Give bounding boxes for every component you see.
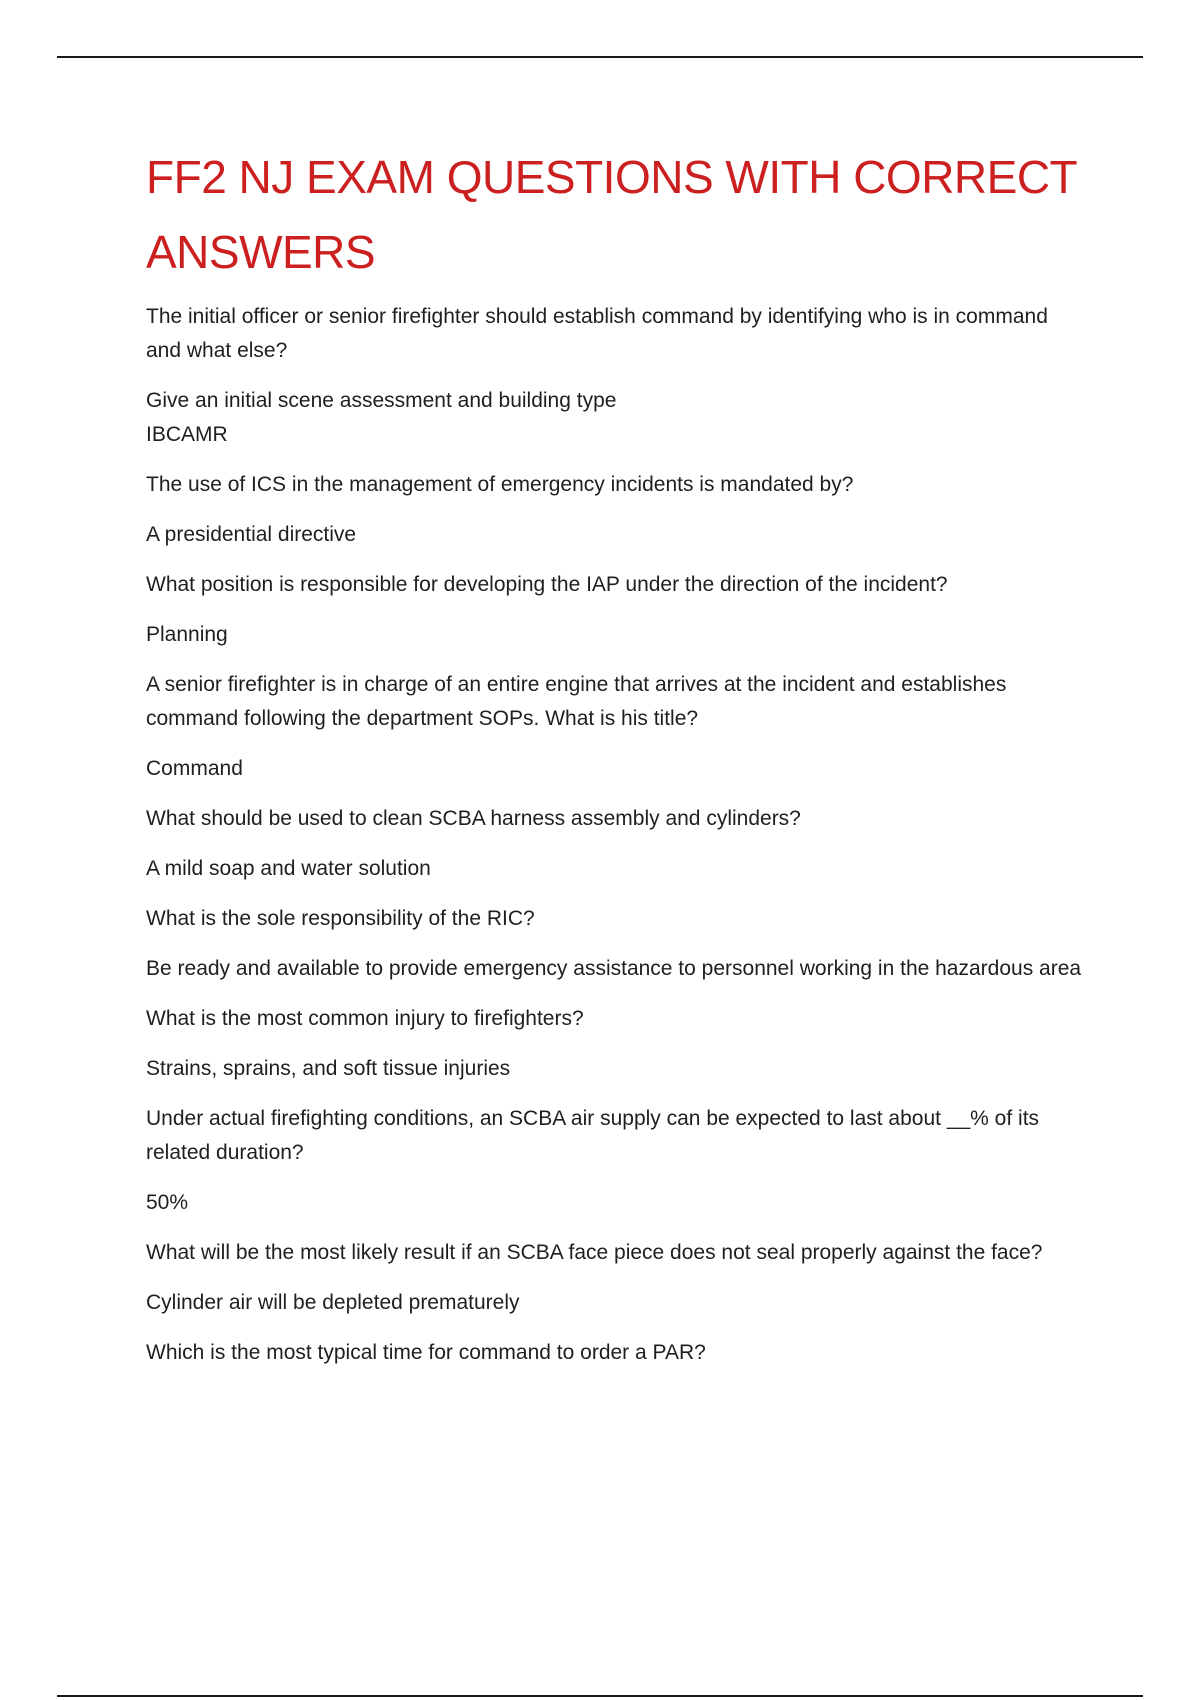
answer-text: Be ready and available to provide emergency assistance to personnel working in the hazardous area: [146, 957, 1082, 980]
question-text: Under actual firefighting conditions, an SCBA air supply can be expected to last about __% of its related duration?: [146, 1107, 1040, 1164]
answer-text: A presidential directive: [146, 523, 357, 546]
answer-text: Cylinder air will be depleted prematurely: [146, 1291, 520, 1314]
bottom-rule: [57, 1695, 1143, 1697]
question-text: What position is responsible for developing the IAP under the direction of the incident?: [146, 573, 948, 596]
answer-text: A mild soap and water solution: [146, 857, 431, 880]
question-text: What is the most common injury to firefighters?: [146, 1007, 584, 1030]
question-text: The initial officer or senior firefighter should establish command by identifying who is in command and what else?: [146, 305, 1048, 362]
document-title: FF2 NJ EXAM QUESTIONS WITH CORRECT ANSWERS: [146, 151, 1077, 278]
answer-text: Planning: [146, 623, 228, 646]
question-text: What should be used to clean SCBA harness assembly and cylinders?: [146, 807, 801, 830]
question-text: A senior firefighter is in charge of an entire engine that arrives at the incident and establishes command following the department SOPs. What is his title?: [146, 673, 1007, 730]
question-text: What is the sole responsibility of the RIC?: [146, 907, 535, 930]
page-content: [146, 140, 1086, 1386]
answer-text: Strains, sprains, and soft tissue injuries: [146, 1057, 511, 1080]
question-text: The use of ICS in the management of emergency incidents is mandated by?: [146, 473, 854, 496]
question-text: What will be the most likely result if an SCBA face piece does not seal properly against the face?: [146, 1241, 1043, 1264]
top-rule: [57, 56, 1143, 58]
qa-list: [146, 300, 1086, 1370]
question-text: Which is the most typical time for command to order a PAR?: [146, 1341, 706, 1364]
answer-text: Command: [146, 757, 243, 780]
answer-text: 50%: [146, 1191, 189, 1214]
answer-text: Give an initial scene assessment and building type IBCAMR: [146, 389, 617, 446]
